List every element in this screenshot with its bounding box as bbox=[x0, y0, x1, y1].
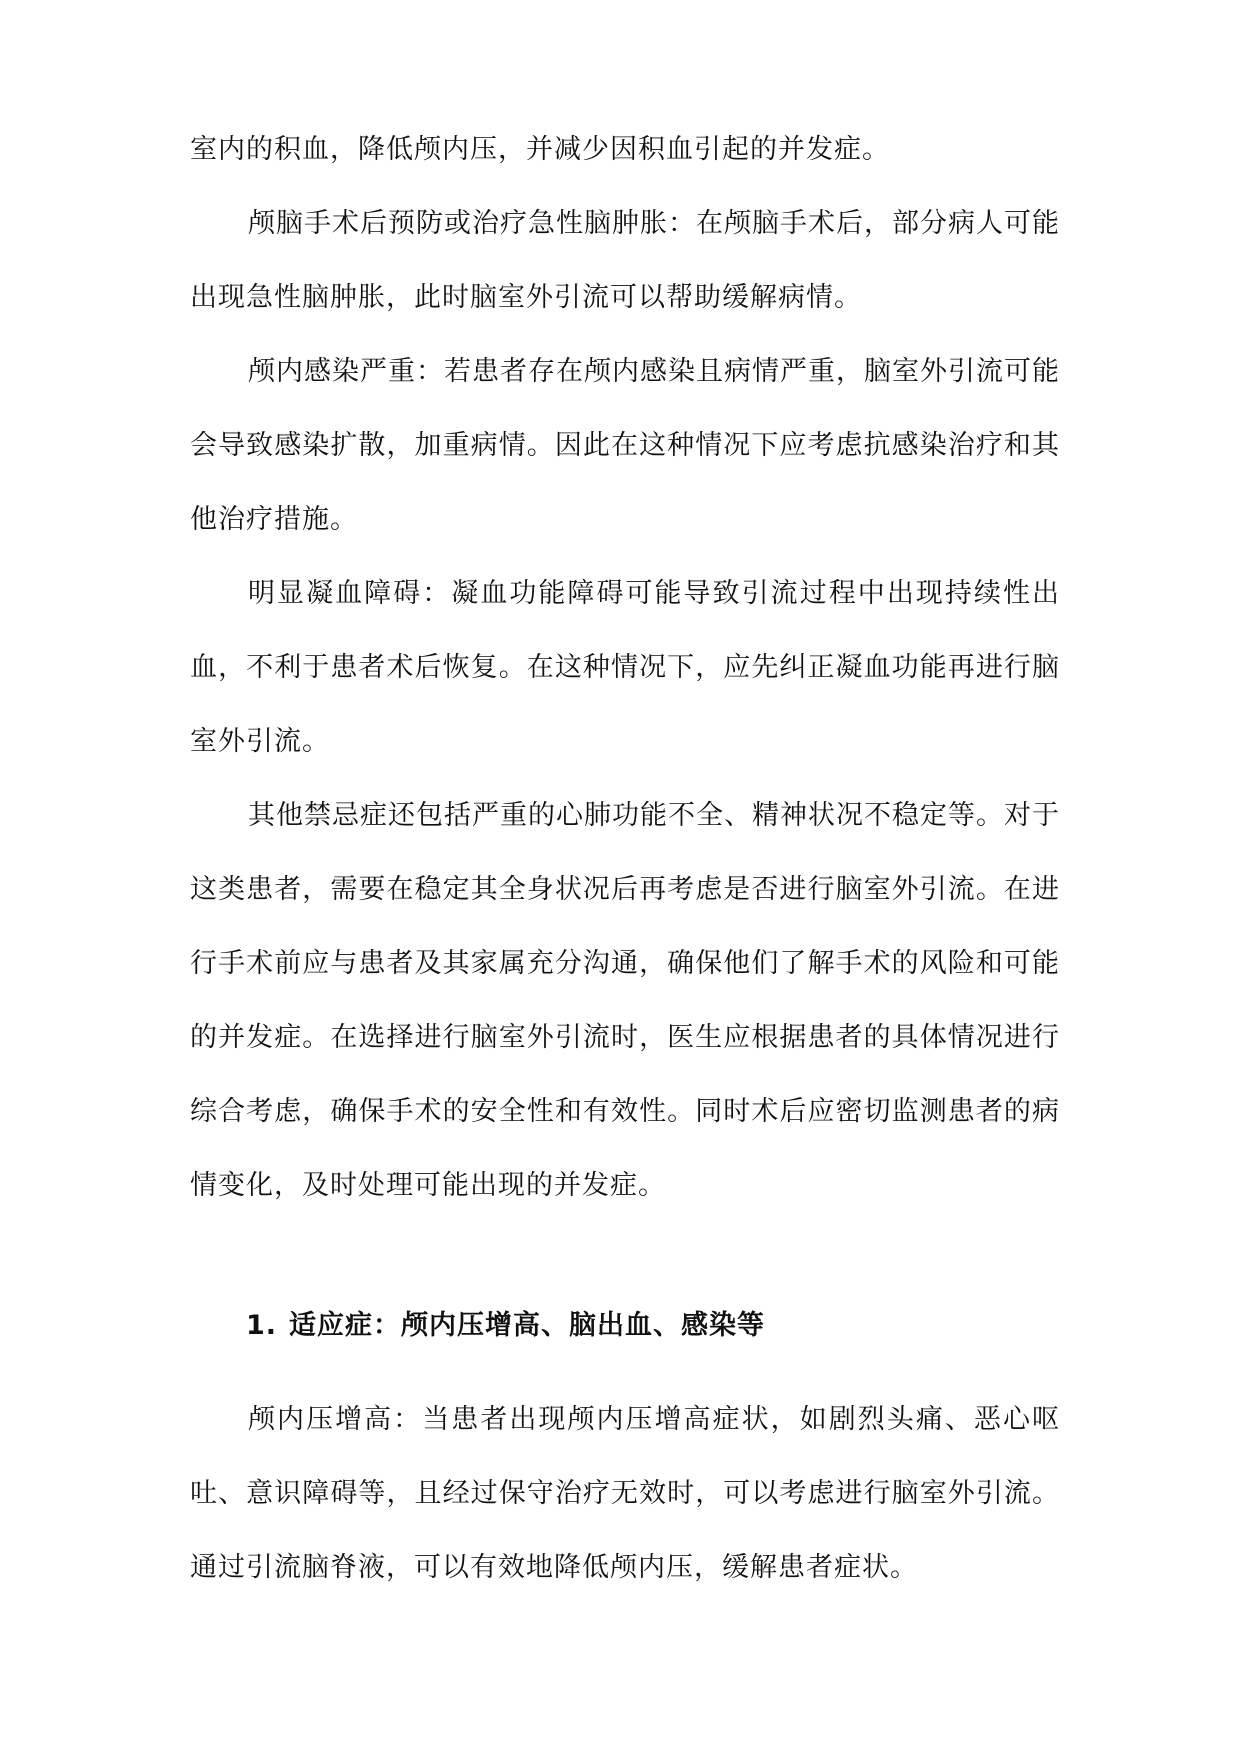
paragraph-continuation: 室内的积血，降低颅内压，并减少因积血引起的并发症。 bbox=[190, 134, 890, 165]
section-heading-title: 适应症：颅内压增高、脑出血、感染等 bbox=[289, 1310, 766, 1341]
paragraph-coagulation-disorder: 明显凝血障碍：凝血功能障碍可能导致引流过程中出现持续性出血，不利于患者术后恢复。在这种情况下，应先纠正凝血功能再进行脑室外引流。 bbox=[190, 578, 1060, 757]
body-text-section-indications bbox=[190, 1383, 1060, 1605]
paragraph-intracranial-pressure: 颅内压增高：当患者出现颅内压增高症状，如剧烈头痛、恶心呕吐、意识障碍等，且经过保守治疗无效时，可以考虑进行脑室外引流。通过引流脑脊液，可以有效地降低颅内压，缓解患者症状。 bbox=[190, 1404, 1060, 1583]
body-text-section bbox=[190, 113, 1060, 1223]
section-heading bbox=[246, 1306, 765, 1346]
paragraph-intracranial-infection: 颅内感染严重：若患者存在颅内感染且病情严重，脑室外引流可能会导致感染扩散，加重病情。因此在这种情况下应考虑抗感染治疗和其他治疗措施。 bbox=[190, 356, 1060, 535]
section-heading-number: 1. bbox=[246, 1310, 278, 1341]
paragraph-other-contraindications: 其他禁忌症还包括严重的心肺功能不全、精神状况不稳定等。对于这类患者，需要在稳定其全身状况后再考虑是否进行脑室外引流。在进行手术前应与患者及其家属充分沟通，确保他们了解手术的风险和可能的并发症。在选择进行脑室外引流时，医生应根据患者的具体情况进行综合考虑，确保手术的安全性和有效性。同时术后应密切监测患者的病情变化，及时处理可能出现的并发症。 bbox=[190, 800, 1060, 1201]
paragraph-acute-brain-swelling: 颅脑手术后预防或治疗急性脑肿胀：在颅脑手术后，部分病人可能出现急性脑肿胀，此时脑室外引流可以帮助缓解病情。 bbox=[190, 208, 1060, 313]
